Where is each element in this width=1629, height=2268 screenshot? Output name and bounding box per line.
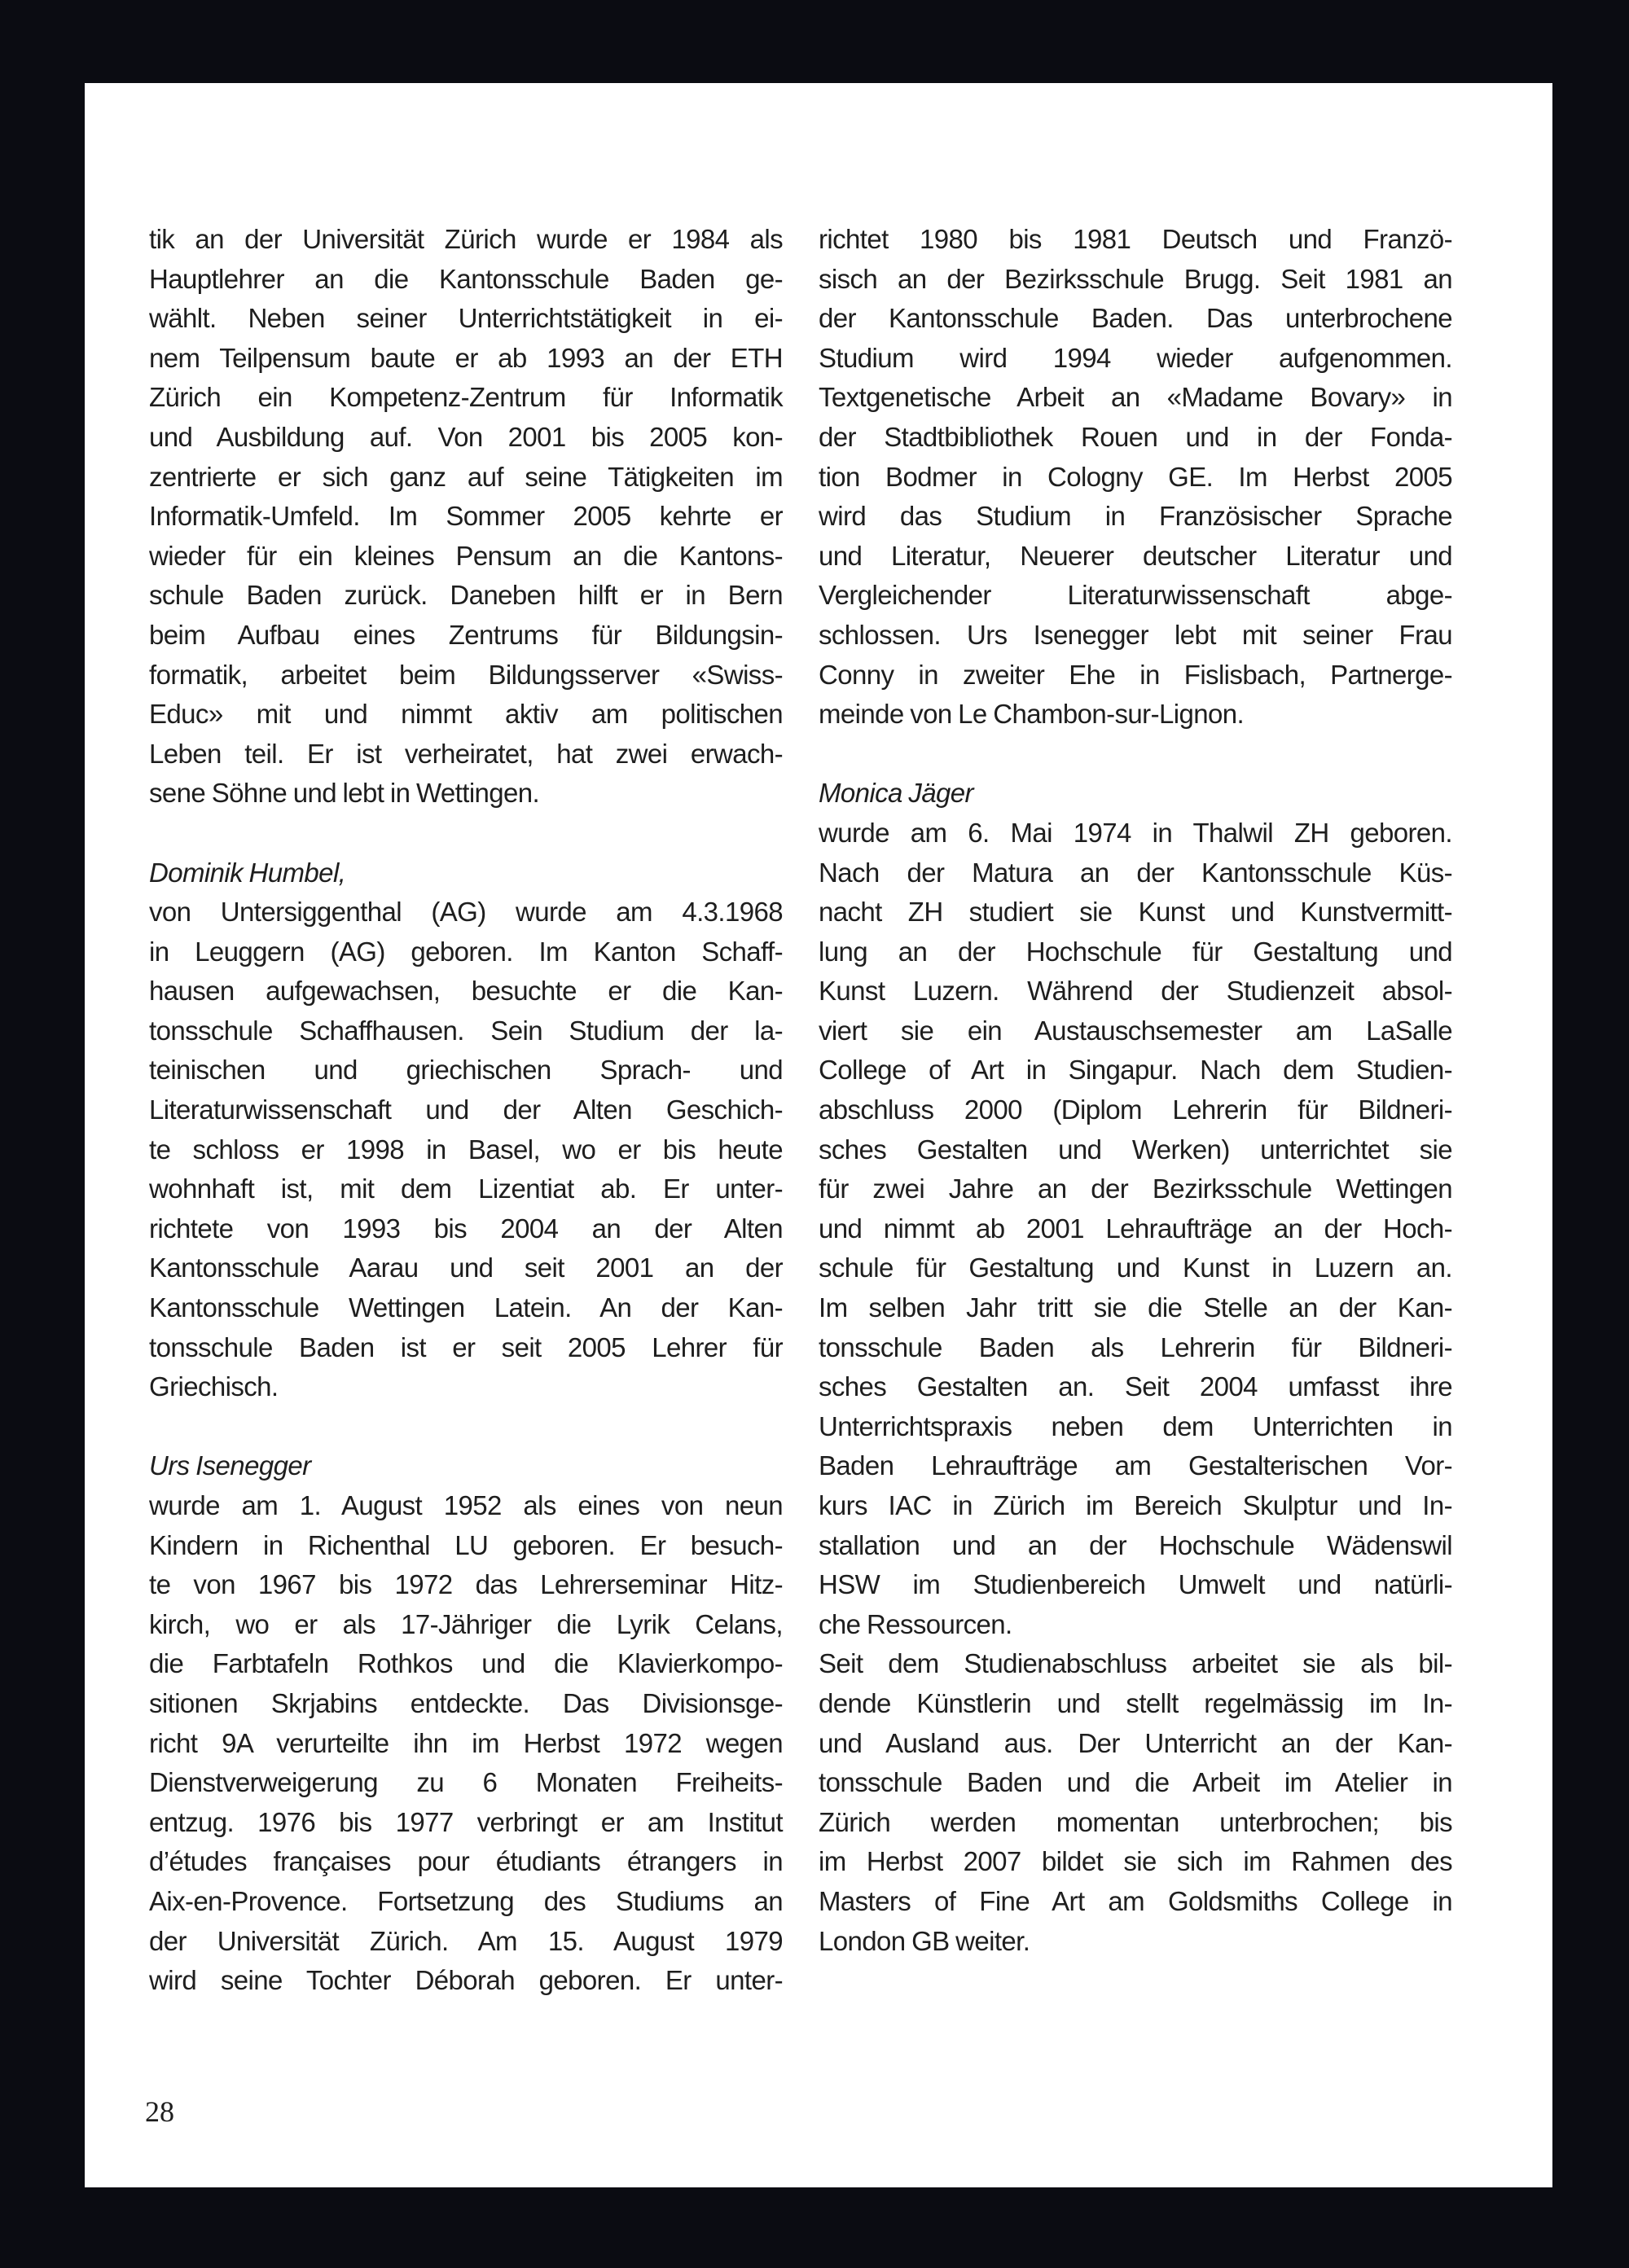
- text-line: Kunst Luzern. Während der Studienzeit absol-: [819, 976, 1452, 1007]
- text-line: wählt. Neben seiner Unterrichtstätigkeit in ei-: [149, 303, 783, 334]
- text-line: che Ressourcen.: [819, 1608, 1012, 1639]
- text-line: nacht ZH studiert sie Kunst und Kunstvermitt-: [819, 897, 1452, 928]
- text-line: teinischen und griechischen Sprach- und: [149, 1055, 783, 1086]
- text-line: in Leuggern (AG) geboren. Im Kanton Schaff-: [149, 936, 783, 967]
- text-line: d’études françaises pour étudiants étrangers in: [149, 1846, 783, 1877]
- text-line: Baden Lehraufträge am Gestalterischen Vor-: [819, 1450, 1452, 1481]
- text-line: Zürich ein Kompetenz-Zentrum für Informatik: [149, 382, 783, 413]
- text-line: Im selben Jahr tritt sie die Stelle an der Kan-: [819, 1292, 1452, 1323]
- text-line: tonsschule Baden ist er seit 2005 Lehrer für: [149, 1331, 783, 1362]
- text-line: tonsschule Baden als Lehrerin für Bildneri-: [819, 1331, 1452, 1362]
- text-line: tion Bodmer in Cologny GE. Im Herbst 2005: [819, 461, 1452, 492]
- bio-monica-jaeger: [819, 774, 1452, 1961]
- text-line: tonsschule Baden und die Arbeit im Atelier in: [819, 1767, 1452, 1798]
- text-line: wohnhaft ist, mit dem Lizentiat ab. Er unter-: [149, 1173, 783, 1204]
- text-line: tonsschule Schaffhausen. Sein Studium der la-: [149, 1015, 783, 1046]
- text-line: der Universität Zürich. Am 15. August 1979: [149, 1925, 783, 1956]
- spacer: [149, 814, 783, 853]
- text-line: schule für Gestaltung und Kunst in Luzern an.: [819, 1252, 1452, 1283]
- spacer: [149, 1407, 783, 1447]
- text-line: Studium wird 1994 wieder aufgenommen.: [819, 342, 1452, 373]
- text-line: abschluss 2000 (Diplom Lehrerin für Bildneri-: [819, 1095, 1452, 1125]
- text-line: richtet 1980 bis 1981 Deutsch und Franzö-: [819, 224, 1452, 254]
- bio-urs-isenegger-continued: [819, 220, 1452, 735]
- text-line: sene Söhne und lebt in Wettingen.: [149, 778, 540, 809]
- text-line: Unterrichtspraxis neben dem Unterrichten in: [819, 1410, 1452, 1441]
- text-line: schlossen. Urs Isenegger lebt mit seiner Frau: [819, 619, 1452, 650]
- text-line: hausen aufgewachsen, besuchte er die Kan-: [149, 976, 783, 1007]
- text-line: Kantonsschule Wettingen Latein. An der Kan-: [149, 1292, 783, 1323]
- person-name-heading: Monica Jäger: [819, 778, 973, 809]
- text-line: im Herbst 2007 bildet sie sich im Rahmen des: [819, 1846, 1452, 1877]
- text-line: Aix-en-Provence. Fortsetzung des Studiums an: [149, 1885, 783, 1916]
- text-line: sisch an der Bezirksschule Brugg. Seit 1981 an: [819, 263, 1452, 294]
- text-line: Kantonsschule Aarau und seit 2001 an der: [149, 1252, 783, 1283]
- document-page: [85, 83, 1552, 2187]
- person-name-heading: Dominik Humbel,: [149, 857, 346, 888]
- text-line: Informatik-Umfeld. Im Sommer 2005 kehrte er: [149, 501, 783, 532]
- paragraph-intro-continued: [149, 220, 783, 814]
- text-line: wieder für ein kleines Pensum an die Kantons-: [149, 540, 783, 571]
- text-line: Educ» mit und nimmt aktiv am politischen: [149, 699, 783, 730]
- text-line: wurde am 6. Mai 1974 in Thalwil ZH geboren.: [819, 817, 1452, 848]
- text-line: lung an der Hochschule für Gestaltung und: [819, 936, 1452, 967]
- text-line: zentrierte er sich ganz auf seine Tätigkeiten im: [149, 461, 783, 492]
- text-line: dende Künstlerin und stellt regelmässig im In-: [819, 1687, 1452, 1718]
- text-line: entzug. 1976 bis 1977 verbringt er am Institut: [149, 1806, 783, 1837]
- text-line: te schloss er 1998 in Basel, wo er bis heute: [149, 1134, 783, 1165]
- bio-urs-isenegger: [149, 1446, 783, 2000]
- text-line: sches Gestalten an. Seit 2004 umfasst ihre: [819, 1371, 1452, 1402]
- text-line: Hauptlehrer an die Kantonsschule Baden ge-: [149, 263, 783, 294]
- text-line: wird seine Tochter Déborah geboren. Er unter-: [149, 1965, 783, 1996]
- text-line: kurs IAC in Zürich im Bereich Skulptur und In-: [819, 1490, 1452, 1520]
- text-line: wurde am 1. August 1952 als eines von neun: [149, 1490, 783, 1520]
- text-line: sitionen Skrjabins entdeckte. Das Divisionsge-: [149, 1687, 783, 1718]
- text-line: viert sie ein Austauschsemester am LaSalle: [819, 1015, 1452, 1046]
- text-line: Dienstverweigerung zu 6 Monaten Freiheits-: [149, 1767, 783, 1798]
- text-line: stallation und an der Hochschule Wädenswil: [819, 1529, 1452, 1560]
- page-number: 28: [145, 2095, 174, 2128]
- text-line: von Untersiggenthal (AG) wurde am 4.3.1968: [149, 897, 783, 928]
- text-line: die Farbtafeln Rothkos und die Klavierkompo-: [149, 1648, 783, 1679]
- text-line: London GB weiter.: [819, 1925, 1030, 1956]
- bio-dominik-humbel: [149, 853, 783, 1407]
- text-line: und Ausbildung auf. Von 2001 bis 2005 kon-: [149, 421, 783, 452]
- text-line: College of Art in Singapur. Nach dem Studien-: [819, 1055, 1452, 1086]
- text-line: Vergleichender Literaturwissenschaft abge-: [819, 580, 1452, 611]
- text-line: Zürich werden momentan unterbrochen; bis: [819, 1806, 1452, 1837]
- text-line: und Ausland aus. Der Unterricht an der Kan-: [819, 1727, 1452, 1758]
- person-name-heading: Urs Isenegger: [149, 1450, 311, 1481]
- text-line: nem Teilpensum baute er ab 1993 an der ETH: [149, 342, 783, 373]
- text-line: sches Gestalten und Werken) unterrichtet sie: [819, 1134, 1452, 1165]
- text-line: der Kantonsschule Baden. Das unterbrochene: [819, 303, 1452, 334]
- left-column: [149, 220, 783, 2001]
- text-line: Seit dem Studienabschluss arbeitet sie als bil-: [819, 1648, 1452, 1679]
- text-line: Kindern in Richenthal LU geboren. Er besuch-: [149, 1529, 783, 1560]
- text-line: formatik, arbeitet beim Bildungsserver «Swiss-: [149, 659, 783, 690]
- text-line: wird das Studium in Französischer Sprache: [819, 501, 1452, 532]
- text-line: richt 9A verurteilte ihn im Herbst 1972 wegen: [149, 1727, 783, 1758]
- text-line: HSW im Studienbereich Umwelt und natürli-: [819, 1569, 1452, 1600]
- text-line: te von 1967 bis 1972 das Lehrerseminar Hitz-: [149, 1569, 783, 1600]
- text-line: Nach der Matura an der Kantonsschule Küs-: [819, 857, 1452, 888]
- text-line: der Stadtbibliothek Rouen und in der Fonda-: [819, 421, 1452, 452]
- text-line: Conny in zweiter Ehe in Fislisbach, Partnerge-: [819, 659, 1452, 690]
- text-line: beim Aufbau eines Zentrums für Bildungsin-: [149, 619, 783, 650]
- text-line: Textgenetische Arbeit an «Madame Bovary» in: [819, 382, 1452, 413]
- spacer: [819, 735, 1452, 774]
- text-line: Literaturwissenschaft und der Alten Geschich-: [149, 1095, 783, 1125]
- text-line: für zwei Jahre an der Bezirksschule Wettingen: [819, 1173, 1452, 1204]
- text-line: meinde von Le Chambon-sur-Lignon.: [819, 699, 1245, 730]
- text-line: schule Baden zurück. Daneben hilft er in Bern: [149, 580, 783, 611]
- text-line: kirch, wo er als 17-Jähriger die Lyrik Celans,: [149, 1608, 783, 1639]
- text-line: und Literatur, Neuerer deutscher Literatur und: [819, 540, 1452, 571]
- text-line: richtete von 1993 bis 2004 an der Alten: [149, 1213, 783, 1244]
- text-line: und nimmt ab 2001 Lehraufträge an der Hoch-: [819, 1213, 1452, 1244]
- text-line: Masters of Fine Art am Goldsmiths College in: [819, 1885, 1452, 1916]
- right-column: [819, 220, 1452, 1961]
- text-line: tik an der Universität Zürich wurde er 1984 als: [149, 224, 783, 254]
- text-line: Griechisch.: [149, 1371, 279, 1402]
- text-line: Leben teil. Er ist verheiratet, hat zwei erwach-: [149, 738, 783, 769]
